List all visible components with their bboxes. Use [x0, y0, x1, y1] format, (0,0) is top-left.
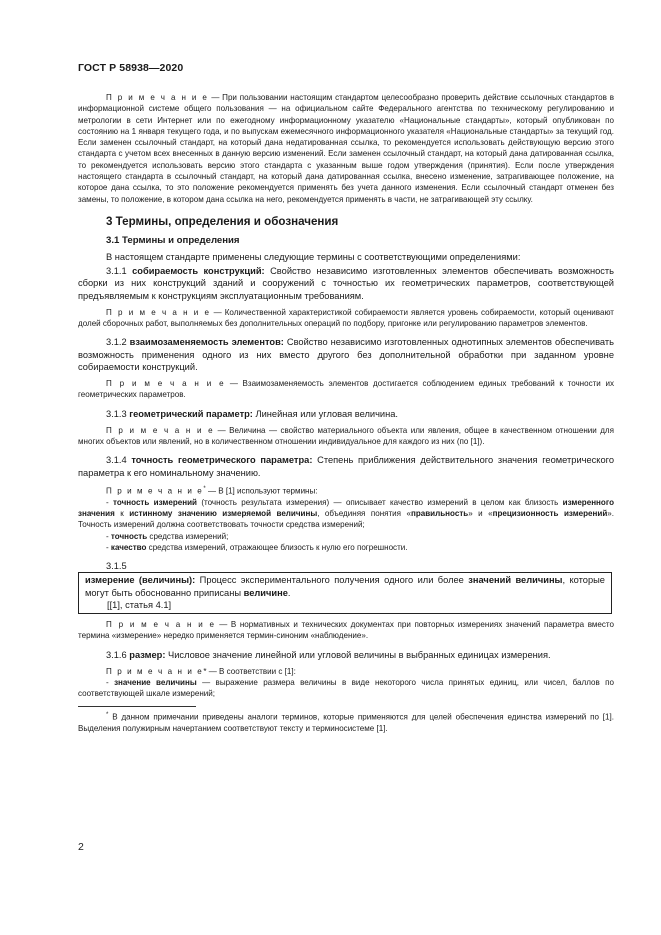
term-3-1-3 — [78, 408, 614, 420]
note-references — [78, 92, 614, 205]
note-text: — Количественной характеристикой собираемости является уровень собираемости, который оценивают долей сборочных работ, выполняемых без дополнительных операций по подбору, пригонке или регулированию параметров элементов. — [78, 307, 614, 329]
term-definition: , которые могут быть обоснованно приписаны — [85, 575, 605, 598]
term-definition: Числовое значение линейной или угловой величины в выбранных единицах измерения. — [165, 649, 551, 660]
note-text: — При пользовании настоящим стандартом целесообразно проверить действие ссылочных стандартов в информационной системе общего пользования — на официальном сайте Федерального агентства по техническому регулированию и метрологии в сети Интернет или по ежегодному информационному указателю «Национальные стандарты», который опубликован по состоянию на 1 января текущего года, и по выпускам ежемесячного информационного указателя «Национальные стандарты» за текущий год. Если заменен ссылочный стандарт, на который дана недатированная ссылка, то рекомендуется использовать действующую версию этого стандарта с учетом всех внесенных в данную версию изменений. Если заменен ссылочный стандарт, на который дана датированная ссылка, то рекомендуется использовать версию этого стандарта с указанным выше годом утверждения (принятия). Если после утверждения настоящего стандарта в ссылочный стандарт, на который дана датированная ссылка, внесено изменение, затрагивающее положение, на которое дана ссылка, то это положение рекомендуется применять без учета данного изменения. Если ссылочный стандарт отменен без замены, то положение, в котором дана ссылка на него, рекомендуется применять в части, не затрагивающей эту ссылку. — [78, 93, 614, 204]
term-bold: значений величины — [468, 575, 563, 586]
footnote-mark: * — [203, 666, 207, 676]
section-title: 3 Термины, определения и обозначения — [106, 214, 339, 228]
term-name: размер: — [129, 649, 166, 660]
bullet-bold: правильность — [410, 509, 469, 519]
bullet-text: » и « — [468, 509, 493, 519]
note-label: П р и м е ч а н и е — [106, 620, 216, 630]
term-3-1-5 — [85, 574, 605, 598]
term-name: собираемость конструкций: — [132, 266, 265, 277]
page-content — [78, 92, 614, 734]
note-text: — Величина — свойство материального объекта или явления, общее в качественном отношении для многих объектов или явлений, но в количественном отношении индивидуальное для каждого из них (по [1]). — [78, 425, 614, 447]
bullet-term: точность измерений — [113, 497, 197, 507]
note-text: — В нормативных и технических документах при повторных измерениях значений параметра вместо термина «измерение» нередко применяется термин-синоним «наблюдение». — [78, 620, 614, 641]
document-code: ГОСТ Р 58938—2020 — [78, 62, 184, 74]
term-definition: Линейная или угловая величина. — [252, 408, 399, 419]
term-3-1-2 — [78, 336, 614, 373]
term-box-3-1-5 — [78, 572, 612, 614]
footnote-divider — [78, 706, 196, 707]
page-number: 2 — [78, 841, 84, 853]
note-intro: — В [1] используют термины: — [205, 486, 318, 496]
note-bullet-1 — [78, 497, 614, 531]
note-label: П р и м е ч а н и е — [106, 666, 204, 676]
bullet-dash: - — [106, 531, 111, 541]
footnote-text: В данном примечании приведены аналоги терминов, которые применяются для целей обеспечения единства измерений по [1]. Выделения полужирным начертанием соответствуют тексту и терминосистеме [1]. — [78, 712, 614, 733]
bullet-term: качество — [110, 542, 147, 552]
term-source: [[1], статья 4.1] — [107, 599, 172, 610]
bullet-text: , объединяя понятия « — [317, 509, 411, 519]
bullet-text: к — [114, 509, 130, 519]
footnote — [78, 710, 614, 734]
term-number-3-1-5: 3.1.5 — [106, 561, 127, 572]
note-bullet-1 — [78, 677, 614, 700]
term-definition: . — [287, 587, 291, 598]
footnote-mark: * — [203, 485, 206, 492]
bullet-bold: прецизионность измерений — [492, 509, 608, 519]
bullet-text: — выражение размера величины в виде некоторого числа принятых единиц, или чисел, баллов по соответствующей шкале измерений; — [78, 678, 614, 699]
term-number: 3.1.3 — [106, 408, 130, 419]
term-definition: Свойство независимо изготовленных однотипных элементов обеспечивать возможность применения одного из них вместо другого без дополнительной обработки при заданном уровне собираемости конструкций. — [78, 337, 614, 372]
term-3-1-6 — [78, 649, 614, 661]
bullet-text: (точность результата измерения) — описывает качество измерений в целом как близость — [196, 497, 563, 507]
note-label: П р и м е ч а н и е — [106, 486, 204, 496]
bullet-term: значение величины — [114, 678, 197, 688]
term-3-1-4 — [78, 454, 614, 478]
term-definition: Процесс экспериментального получения одного или более — [195, 575, 469, 586]
note-3-1-4 — [78, 484, 614, 497]
bullet-dash: - — [106, 497, 114, 507]
note-3-1-2 — [78, 378, 614, 401]
bullet-text: ». Точность измерений должна соответствовать точности средства измерений; — [78, 509, 614, 530]
note-label: П р и м е ч а н и е — [106, 378, 226, 388]
note-3-1-5 — [78, 619, 614, 642]
note-3-1-1 — [78, 307, 614, 330]
bullet-bold: истинному значению измеряемой величины — [129, 509, 318, 519]
term-name: точность геометрического параметра: — [131, 455, 313, 466]
note-label: П р и м е ч а н и е — [106, 93, 209, 102]
term-3-1-1 — [78, 265, 614, 302]
bullet-dash: - — [106, 678, 115, 688]
term-bold: величине — [243, 587, 288, 598]
term-number: 3.1.4 — [106, 455, 132, 466]
note-bullet-2 — [78, 531, 614, 542]
term-name: измерение (величины): — [85, 575, 196, 586]
note-bullet-3 — [78, 542, 614, 553]
term-number: 3.1.6 — [106, 649, 130, 660]
note-intro: — В соответствии с [1]: — [206, 666, 296, 676]
bullet-bold: измеренного значения — [78, 497, 614, 519]
note-3-1-6 — [78, 666, 614, 677]
term-definition: Степень приближения действительного значения геометрического параметра к его номинальному значению. — [78, 455, 615, 478]
term-definition: Свойство независимо изготовленных элементов обеспечивать возможность сборки из них конструкций зданий и сооружений с точностью их геометрических параметров, соответствующей предъявляемым к конструкциям эксплуатационным требованиям. — [78, 266, 614, 301]
note-label: П р и м е ч а н и е — [106, 307, 211, 317]
bullet-term: точность — [110, 531, 148, 541]
term-number: 3.1.2 — [106, 337, 130, 348]
note-text: — Взаимозаменяемость элементов достигается соблюдением единых требований к точности их геометрических параметров. — [78, 378, 614, 400]
bullet-dash: - — [106, 542, 111, 552]
section-intro: В настоящем стандарте применены следующие термины с соответствующими определениями: — [106, 251, 521, 262]
bullet-text: средства измерений; — [147, 531, 229, 541]
term-number: 3.1.1 — [106, 266, 133, 277]
term-name: геометрический параметр: — [129, 408, 253, 419]
note-3-1-3 — [78, 425, 614, 448]
bullet-text: средства измерений, отражающее близость к нулю его погрешности. — [146, 542, 408, 552]
term-name: взаимозаменяемость элементов: — [129, 337, 284, 348]
subsection-title: 3.1 Термины и определения — [106, 234, 240, 246]
footnote-mark: * — [106, 711, 109, 718]
note-label: П р и м е ч а н и е — [106, 425, 215, 435]
